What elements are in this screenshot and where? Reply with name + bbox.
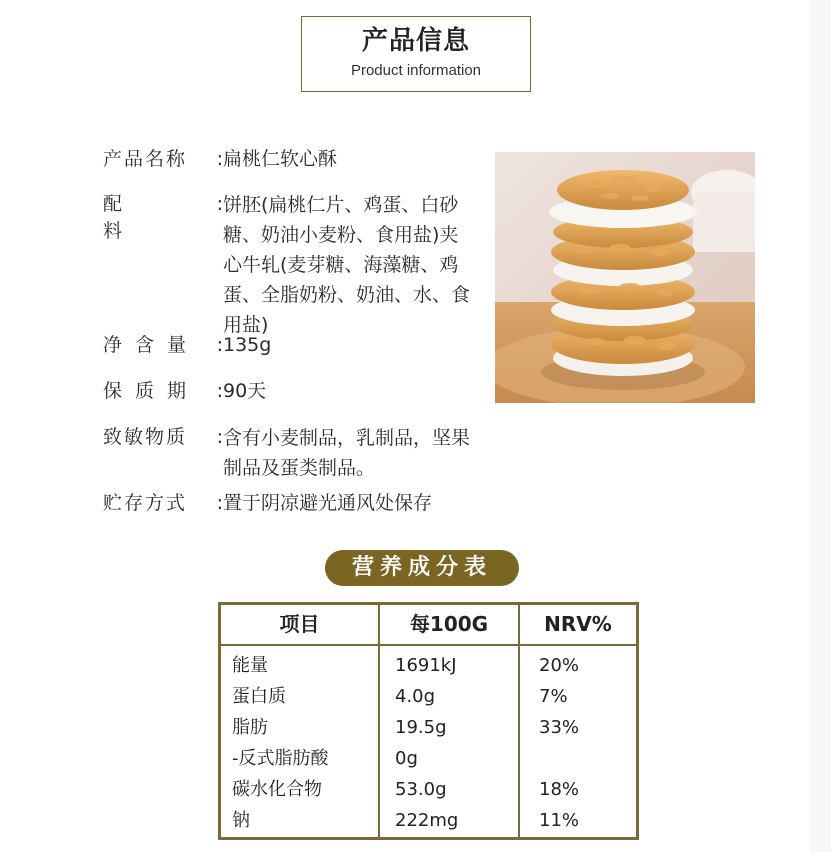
info-value: 含有小麦制品，乳制品，坚果制品及蛋类制品。 xyxy=(223,427,471,479)
cell-per-100g: 222mg xyxy=(395,810,459,831)
header-item: 项目 xyxy=(279,612,320,636)
colon: : xyxy=(216,380,223,402)
cell-nrv: 11% xyxy=(539,810,580,831)
info-value: 扁桃仁软心酥 xyxy=(223,148,338,170)
header-nrv: NRV% xyxy=(544,612,612,636)
column-divider xyxy=(518,605,520,837)
info-label-text: 配料 xyxy=(103,193,173,242)
info-row-name xyxy=(103,146,475,173)
info-label xyxy=(103,490,223,517)
title-english: Product information xyxy=(350,62,482,79)
cell-item: 碳水化合物 xyxy=(232,779,322,800)
info-label xyxy=(103,378,223,405)
cell-nrv: 20% xyxy=(539,655,580,676)
product-info-title-box xyxy=(301,16,531,92)
colon: : xyxy=(216,426,223,448)
nutrition-table-header xyxy=(221,605,636,646)
cell-nrv: 33% xyxy=(539,717,580,738)
info-label-text: 致敏物质 xyxy=(103,426,188,448)
info-row-shelf-life xyxy=(103,378,475,405)
title-chinese: 产品信息 xyxy=(361,26,470,56)
cell-per-100g: 1691kJ xyxy=(395,655,457,676)
nutrition-table xyxy=(218,602,639,840)
info-row-storage xyxy=(103,490,475,517)
colon: : xyxy=(216,492,223,514)
header-per-100g: 每100G xyxy=(409,612,489,636)
info-value: 90天 xyxy=(223,380,267,402)
cell-per-100g: 0g xyxy=(395,748,418,769)
colon: : xyxy=(216,148,223,170)
info-label xyxy=(103,191,223,340)
info-row-allergens xyxy=(103,424,475,483)
info-row-net-weight xyxy=(103,332,475,359)
cell-nrv: 18% xyxy=(539,779,580,800)
info-value: 饼胚(扁桃仁片、鸡蛋、白砂糖、奶油小麦粉、食用盐)夹心牛轧(麦芽糖、海藻糖、鸡蛋、全脂奶粉、奶油、水、食用盐) xyxy=(223,194,471,336)
info-value: 置于阴凉避光通风处保存 xyxy=(223,492,433,514)
cell-item: 钠 xyxy=(232,810,250,831)
colon: : xyxy=(216,193,223,215)
cell-per-100g: 4.0g xyxy=(395,686,436,707)
nutrition-table-title: 营养成分表 xyxy=(325,550,519,586)
cell-item: 能量 xyxy=(232,655,268,676)
cell-per-100g: 19.5g xyxy=(395,717,447,738)
info-label xyxy=(103,146,223,173)
info-value: 135g xyxy=(223,334,272,356)
column-divider xyxy=(378,605,380,837)
right-margin-strip xyxy=(810,0,831,852)
cookie-stack-illustration xyxy=(495,152,755,403)
cell-nrv: 7% xyxy=(539,686,568,707)
colon: : xyxy=(216,334,223,356)
info-label xyxy=(103,424,223,483)
cell-item: -反式脂肪酸 xyxy=(232,748,329,769)
product-photo xyxy=(495,152,755,403)
cell-item: 脂肪 xyxy=(232,717,268,738)
info-label-text: 净含量 xyxy=(103,334,200,356)
info-label-text: 贮存方式 xyxy=(103,492,188,514)
info-row-ingredients xyxy=(103,191,475,340)
info-label-text: 产品名称 xyxy=(103,148,188,170)
info-label-text: 保质期 xyxy=(103,380,200,402)
info-label xyxy=(103,332,223,359)
cell-item: 蛋白质 xyxy=(232,686,286,707)
cell-per-100g: 53.0g xyxy=(395,779,447,800)
